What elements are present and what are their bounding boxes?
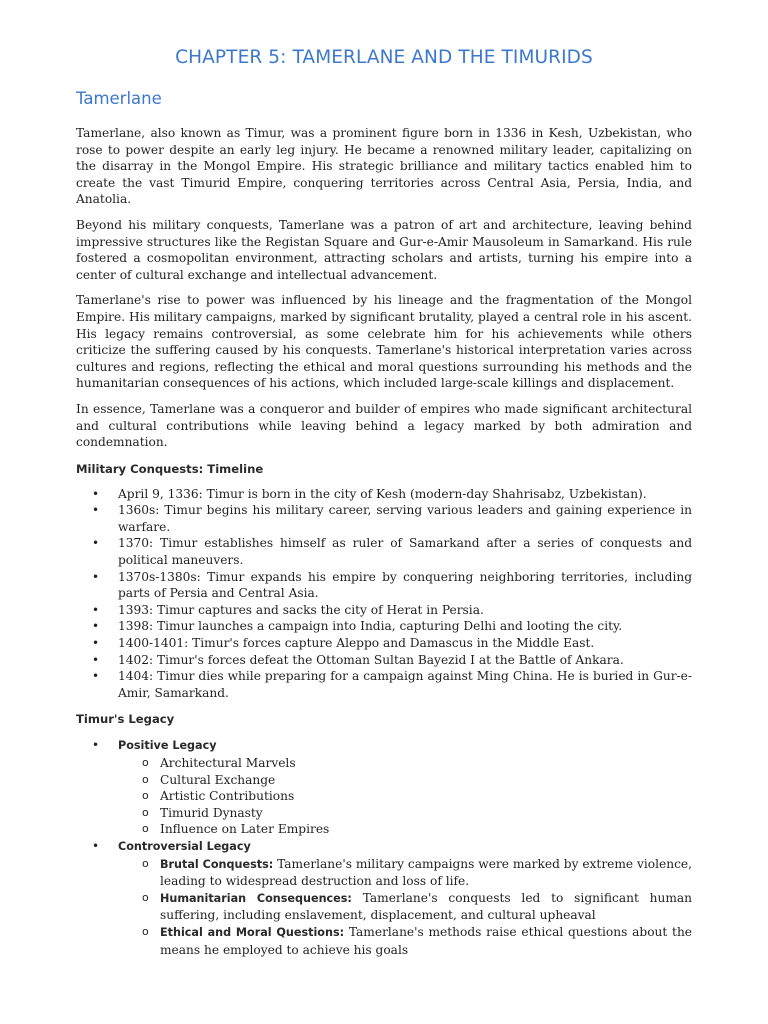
section-title: Tamerlane <box>76 89 162 108</box>
timeline-item: • 1370: Timur establishes himself as ruler of Samarkand after a series of conquests and political maneuvers. <box>76 535 692 568</box>
timeline-item: • 1360s: Timur begins his military career, serving various leaders and gaining experience in warfare. <box>76 502 692 535</box>
term-description: Tamerlane's conquests led to significant human suffering, including enslavement, displacement, and cultural upheaval <box>160 890 692 923</box>
list-item <box>118 924 692 958</box>
timeline-item: • April 9, 1336: Timur is born in the city of Kesh (modern-day Shahrisabz, Uzbekistan). <box>76 486 692 503</box>
list-item: o Influence on Later Empires <box>118 821 692 838</box>
timeline-item: • 1370s-1380s: Timur expands his empire by conquering neighboring territories, including parts of Persia and Central Asia. <box>76 569 692 602</box>
term-description: Tamerlane's methods raise ethical questions about the means he employed to achieve his goals <box>160 924 692 957</box>
term-label: Ethical and Moral Questions: <box>160 925 345 939</box>
list-item <box>118 890 692 924</box>
timeline-list <box>76 486 692 702</box>
list-item: o Timurid Dynasty <box>118 805 692 822</box>
legacy-list <box>76 737 692 958</box>
positive-legacy-list <box>118 755 692 838</box>
timeline-item: • 1393: Timur captures and sacks the city of Herat in Persia. <box>76 602 692 619</box>
controversial-legacy-list <box>118 856 692 959</box>
term-label: Brutal Conquests: <box>160 857 274 871</box>
timeline-heading: Military Conquests: Timeline <box>76 461 264 476</box>
term-label: Humanitarian Consequences: <box>160 891 352 905</box>
list-item: o Architectural Marvels <box>118 755 692 772</box>
positive-legacy-label: Positive Legacy <box>118 739 217 753</box>
legacy-heading: Timur's Legacy <box>76 712 175 727</box>
paragraph: Tamerlane's rise to power was influenced by his lineage and the fragmentation of the Mongol Empire. His military campaigns, marked by significant brutality, played a central role in his ascent. His legacy remains controversial, as some celebrate him for his achievements while others criticize the suffering caused by his conquests. Tamerlane's historical interpretation varies across cultures and regions, reflecting the ethical and moral questions surrounding his methods and the humanitarian consequences of his actions, which included large-scale killings and displacement. <box>76 293 692 391</box>
timeline-item: • 1404: Timur dies while preparing for a campaign against Ming China. He is buried in Gur-e-Amir, Samarkand. <box>76 668 692 701</box>
list-item: o Artistic Contributions <box>118 788 692 805</box>
timeline-item: • 1402: Timur's forces defeat the Ottoman Sultan Bayezid I at the Battle of Ankara. <box>76 652 692 669</box>
legacy-group-controversial <box>76 838 692 958</box>
controversial-legacy-label: Controversial Legacy <box>118 839 251 853</box>
timeline-item: • 1400-1401: Timur's forces capture Aleppo and Damascus in the Middle East. <box>76 635 692 652</box>
paragraph: In essence, Tamerlane was a conqueror and builder of empires who made significant architectural and cultural contributions while leaving behind a legacy marked by both admiration and condemnation. <box>76 401 692 450</box>
legacy-group-positive <box>76 737 692 838</box>
paragraph: Beyond his military conquests, Tamerlane was a patron of art and architecture, leaving behind impressive structures like the Registan Square and Gur-e-Amir Mausoleum in Samarkand. His rule fostered a cosmopolitan environment, attracting scholars and artists, turning his empire into a center of cultural exchange and intellectual advancement. <box>76 217 692 282</box>
paragraph: Tamerlane, also known as Timur, was a prominent figure born in 1336 in Kesh, Uzbekistan, who rose to power despite an early leg injury. He became a renowned military leader, capitalizing on the disarray in the Mongol Empire. His strategic brilliance and military tactics enabled him to create the vast Timurid Empire, conquering territories across Central Asia, Persia, India, and Anatolia. <box>76 126 692 207</box>
timeline-item: • 1398: Timur launches a campaign into India, capturing Delhi and looting the city. <box>76 618 692 635</box>
chapter-title: CHAPTER 5: TAMERLANE AND THE TIMURIDS <box>175 47 593 68</box>
term-description: Tamerlane's military campaigns were marked by extreme violence, leading to widespread destruction and loss of life. <box>160 856 693 889</box>
list-item: o Cultural Exchange <box>118 772 692 789</box>
list-item <box>118 856 692 890</box>
